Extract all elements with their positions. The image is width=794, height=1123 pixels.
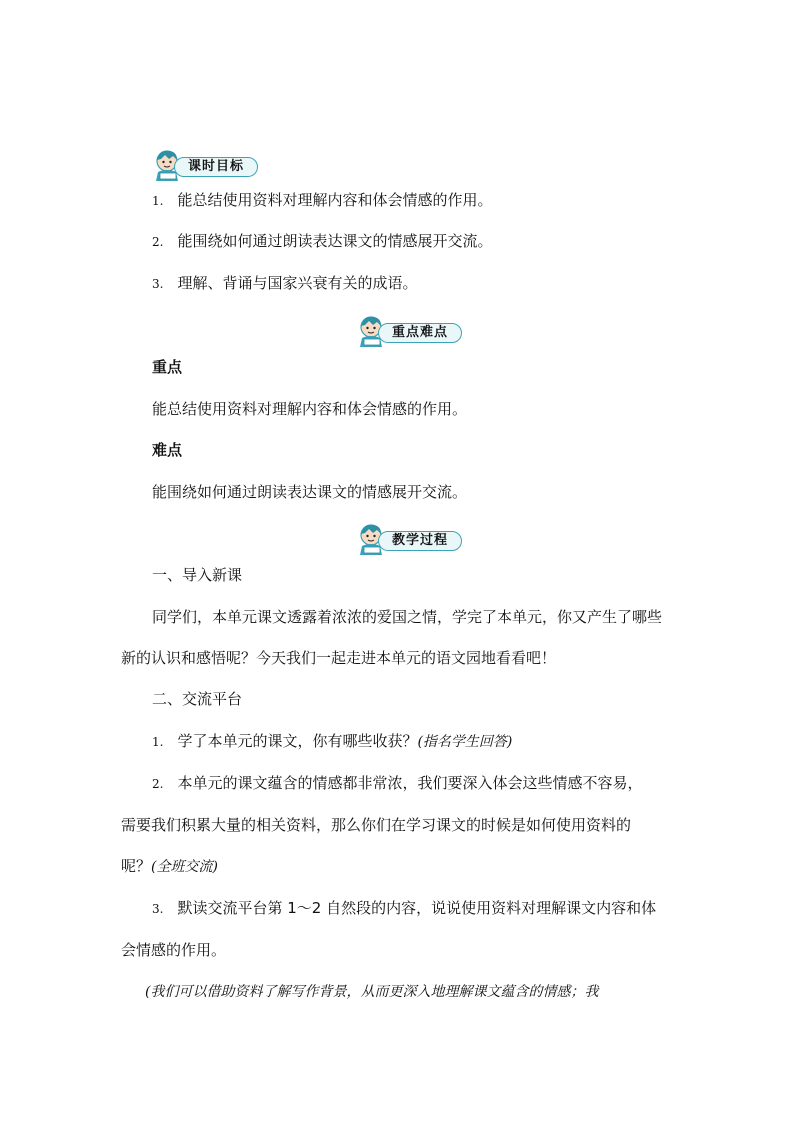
objective-item xyxy=(152,231,492,252)
item-text: 默读交流平台第 1～2 自然段的内容，说说使用资料对理解课文内容和体 xyxy=(177,899,657,917)
process-item-2 xyxy=(152,773,642,794)
objective-number: 3. xyxy=(152,277,164,291)
item-note: (全班交流) xyxy=(151,859,218,875)
process-item-2-line xyxy=(121,856,218,877)
objective-item xyxy=(152,273,417,294)
section-badge-label: 课时目标 xyxy=(174,157,258,177)
objective-number: 1. xyxy=(152,194,164,208)
item-number: 3. xyxy=(152,902,164,916)
section-badge-label: 教学过程 xyxy=(378,531,462,551)
item-text: 学了本单元的课文，你有哪些收获？ xyxy=(177,732,418,750)
difficulty-heading: 难点 xyxy=(152,441,183,459)
process-item-2-line: 需要我们积累大量的相关资料，那么你们在学习课文的时候是如何使用资料的 xyxy=(121,816,632,834)
section-badge-process xyxy=(356,522,466,554)
part2-heading: 二、交流平台 xyxy=(152,690,243,708)
focus-heading: 重点 xyxy=(152,358,183,376)
section-badge-label: 重点难点 xyxy=(378,323,462,343)
item-text: 本单元的课文蕴含的情感都非常浓，我们要深入体会这些情感不容易， xyxy=(177,774,643,792)
objective-text: 能总结使用资料对理解内容和体会情感的作用。 xyxy=(177,191,493,209)
objective-number: 2. xyxy=(152,235,164,249)
section-badge-key-points xyxy=(356,314,466,346)
item-number: 1. xyxy=(152,735,164,749)
process-item-3 xyxy=(152,898,656,919)
part1-paragraph-line: 同学们，本单元课文透露着浓浓的爱国之情，学完了本单元，你又产生了哪些 xyxy=(152,608,663,626)
item-number: 2. xyxy=(152,777,164,791)
objective-text: 理解、背诵与国家兴衰有关的成语。 xyxy=(177,274,418,292)
part1-paragraph-line: 新的认识和感悟呢？今天我们一起走进本单元的语文园地看看吧！ xyxy=(121,649,557,667)
process-item-1 xyxy=(152,731,512,752)
item-note: (指名学生回答) xyxy=(417,734,513,750)
item-text: 呢？ xyxy=(121,857,152,875)
process-item-3-note: (我们可以借助资料了解写作背景，从而更深入地理解课文蕴含的情感；我 xyxy=(145,984,599,1000)
section-badge-objectives xyxy=(152,148,262,180)
part1-heading: 一、导入新课 xyxy=(152,566,243,584)
objective-item xyxy=(152,190,492,211)
objective-text: 能围绕如何通过朗读表达课文的情感展开交流。 xyxy=(177,232,493,250)
focus-text: 能总结使用资料对理解内容和体会情感的作用。 xyxy=(152,400,468,418)
difficulty-text: 能围绕如何通过朗读表达课文的情感展开交流。 xyxy=(152,483,468,501)
process-item-3-line: 会情感的作用。 xyxy=(121,941,227,959)
